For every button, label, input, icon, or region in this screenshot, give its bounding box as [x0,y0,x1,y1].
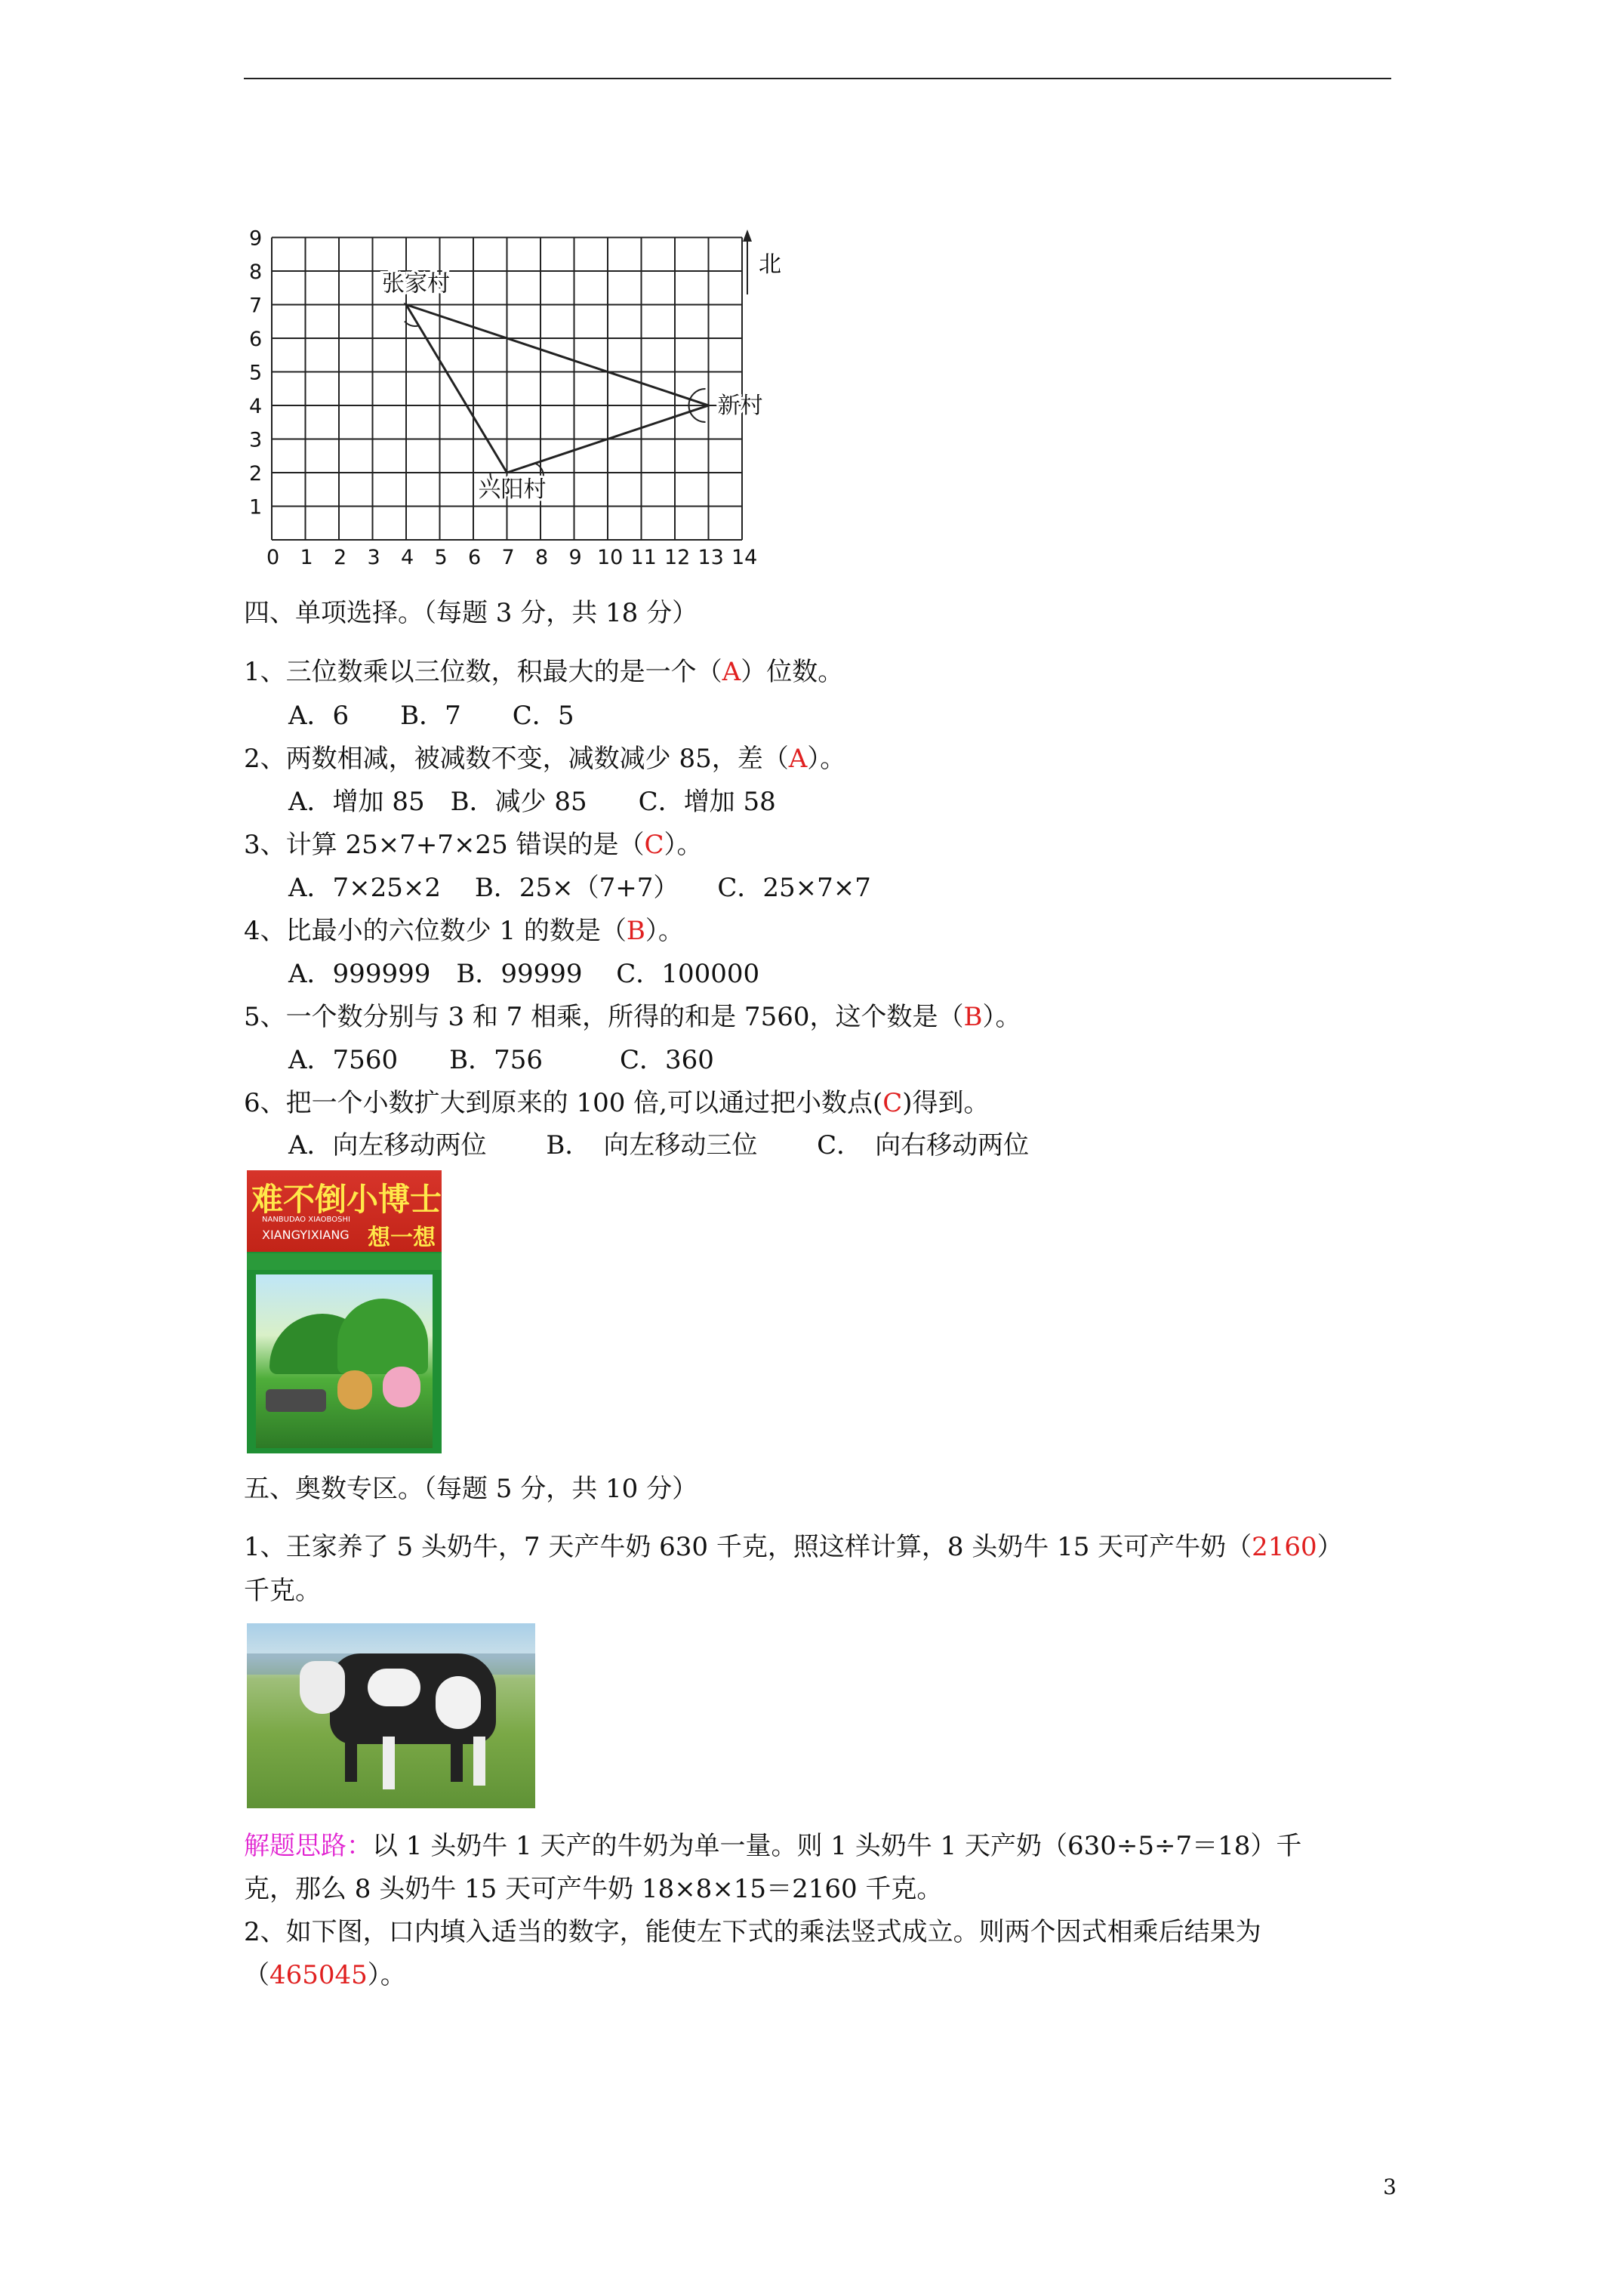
y-tick-label: 1 [249,495,263,519]
x-tick-label: 0 [266,546,280,569]
y-tick-label: 6 [249,328,263,351]
place-label: 兴阳村 [478,476,547,503]
x-tick-label: 9 [568,546,582,569]
header-rule [244,78,1391,79]
x-tick-label: 11 [630,546,657,569]
y-tick-label: 9 [249,227,263,251]
hint-line2: 克，那么 8 头奶牛 15 天可产牛奶 18×8×15＝2160 千克。 [244,1874,943,1904]
q1-answer: A [722,657,741,687]
q2-options: A．增加 85 B．减少 85 C．增加 58 [288,787,776,817]
q6-answer: C [882,1088,903,1118]
y-tick-label: 7 [249,294,263,318]
route-triangle [406,305,709,473]
s5-q1-answer: 2160 [1252,1532,1317,1562]
q1: 1、三位数乘以三位数，积最大的是一个（A）位数。 [244,657,844,687]
y-tick-label: 4 [249,395,263,418]
q3: 3、计算 25×7+7×25 错误的是（C）。 [244,830,703,860]
y-tick-label: 3 [249,428,263,452]
x-tick-label: 12 [664,546,691,569]
s5-q2-answer: 465045 [269,1960,368,1990]
q4-options: A．999999 B．99999 C．100000 [288,959,760,989]
q2: 2、两数相减，被减数不变，减数减少 85，差（A）。 [244,744,846,774]
hint-line1: 解题思路：以 1 头奶牛 1 天产的牛奶为单一量。则 1 头奶牛 1 天产奶（630÷5÷7＝18）千 [244,1831,1302,1861]
cow-photo [247,1623,535,1808]
section4-title: 四、单项选择。（每题 3 分，共 18 分） [244,598,698,628]
s5-q1-line1: 1、王家养了 5 头奶牛，7 天产牛奶 630 千克，照这样计算，8 头奶牛 15 天可产牛奶（2160） [244,1532,1343,1562]
q6: 6、把一个小数扩大到原来的 100 倍,可以通过把小数点(C)得到。 [244,1088,990,1118]
section5-title: 五、奥数专区。（每题 5 分，共 10 分） [244,1474,698,1504]
north-label: 北 [759,251,781,278]
s5-q2-line1: 2、如下图，口内填入适当的数字，能使左下式的乘法竖式成立。则两个因式相乘后结果为 [244,1917,1261,1947]
q5-answer: B [963,1002,983,1032]
x-tick-label: 3 [367,546,380,569]
x-tick-label: 13 [698,546,724,569]
book-title: 难不倒小博士 [251,1181,442,1218]
hint-label: 解题思路： [244,1831,372,1861]
x-tick-label: 8 [535,546,549,569]
book-pinyin1: NANBUDAO XIAOBOSHI [262,1216,350,1224]
q4-answer: B [626,916,645,946]
x-tick-label: 10 [597,546,624,569]
x-tick-label: 1 [300,546,313,569]
s5-q2-line2: （465045）。 [244,1960,406,1990]
q2-answer: A [788,744,808,774]
q3-options: A．7×25×2 B．25×（7+7） C．25×7×7 [288,873,871,903]
q3-answer: C [644,830,664,860]
y-tick-label: 2 [249,462,263,485]
x-tick-label: 7 [501,546,515,569]
q5: 5、一个数分别与 3 和 7 相乘，所得的和是 7560，这个数是（B）。 [244,1002,1021,1032]
q1-options: A．6 B．7 C．5 [288,701,574,731]
book-subtitle: 想一想 [368,1225,436,1251]
book-pinyin2: XIANGYIXIANG [262,1228,350,1242]
x-tick-label: 6 [468,546,482,569]
s5-q1-line2: 千克。 [244,1576,321,1606]
place-label: 张家村 [382,270,450,297]
y-tick-label: 8 [249,260,263,284]
x-tick-label: 4 [401,546,414,569]
place-label: 新村 [717,393,763,419]
y-tick-label: 5 [249,361,263,385]
book-cover-image [247,1170,442,1453]
north-arrow [743,230,781,294]
q4: 4、比最小的六位数少 1 的数是（B）。 [244,916,684,946]
x-tick-label: 14 [731,546,758,569]
coordinate-map [242,211,800,574]
q6-options: A．向左移动两位 B． 向左移动三位 C． 向右移动两位 [288,1130,1030,1160]
x-tick-label: 2 [334,546,347,569]
x-tick-label: 5 [434,546,448,569]
page-number: 3 [1383,2174,1397,2199]
q5-options: A．7560 B．756 C．360 [288,1045,714,1075]
